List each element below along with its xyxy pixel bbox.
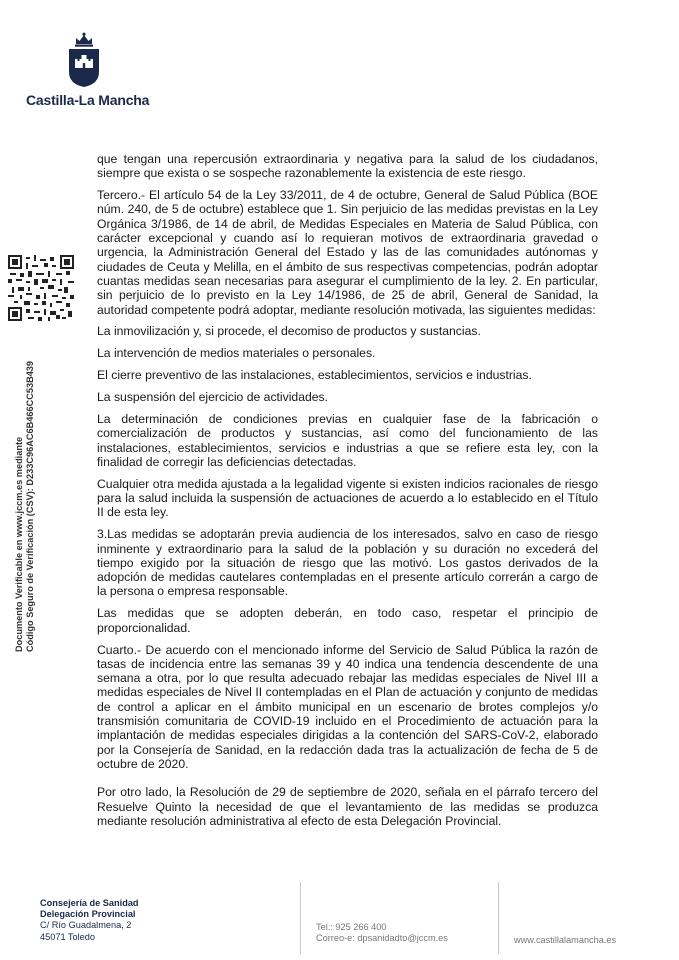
paragraph: Tercero.- El artículo 54 de la Ley 33/2011, de 4 de octubre, General de Salud Pública (BOE núm. 240, de 5 de octubre) establece que 1. Sin perjuicio de las medidas previstas en la Ley Orgánica 3/1986, de 14 de abril, de Medidas Especiales en Materia de Salud Pública, con carácter excepcional y cuando así lo requieran motivos de extraordinaria gravedad o urgencia, la Administración General del Estado y las de las comunidades autónomas y ciudades de Ceuta y Melilla, en el ámbito de sus respectivas competencias, podrán adoptar cuantas medidas sean necesarias para asegurar el cumplimiento de la ley. 2. En particular, sin perjuicio de lo previsto en la Ley 14/1986, de 25 de abril, General de Sanidad, la autoridad competente podrá adoptar, mediante resolución motivada, las siguientes medidas: [97, 188, 598, 317]
paragraph: Por otro lado, la Resolución de 29 de septiembre de 2020, señala en el párrafo tercero del Resuelve Quinto la necesidad de que el levantamiento de las medidas se produzca mediante resolución administrativa al efecto de esta Delegación Provincial. [97, 785, 598, 828]
footer-phone: Tel.: 925 266 400 [316, 922, 387, 932]
footer-office: Delegación Provincial [40, 909, 136, 920]
footer-divider [498, 882, 499, 954]
verification-note [14, 332, 35, 652]
footer-department: Consejería de Sanidad [40, 898, 139, 908]
footer-email-link[interactable]: Correo-e: dpsanidadto@jccm.es [316, 933, 448, 944]
header-logo [26, 32, 150, 108]
paragraph: que tengan una repercusión extraordinaria y negativa para la salud de los ciudadanos, siempre que exista o se sospeche razonablemente la existencia de este riesgo. [97, 152, 598, 181]
paragraph: La suspensión del ejercicio de actividades. [97, 390, 329, 405]
brand-name: Castilla-La Mancha [26, 92, 150, 108]
verification-line-2: Código Seguro de Verificación (CSV): D233C96AC6B466CC53B439 [25, 360, 35, 652]
page-footer [0, 878, 679, 960]
verification-line-1: Documento Verificable en www.jccm.es mediante [14, 436, 24, 652]
paragraph: Cualquier otra medida ajustada a la legalidad vigente si existen indicios racionales de riesgo para la salud incluida la suspensión de actuaciones de acuerdo a lo establecido en el Título II de esta ley. [97, 476, 598, 520]
crowned-castle-shield-icon [67, 32, 101, 88]
paragraph: Cuarto.- De acuerdo con el mencionado informe del Servicio de Salud Pública la razón de tasas de incidencia entre las semanas 39 y 40 indica una tendencia descendente de una semana a otra, por lo que resulta adecuado rebajar las medidas especiales de Nivel III a medidas especiales de Nivel II contempladas en el Plan de actuación y conjunto de medidas de control a aplicar en el ámbito municipal en un escenario de brotes complejos y/o transmisión comunitaria de COVID-19 incluido en el Procedimiento de actuación para la implantación de medidas especiales dirigidas a la contención del SARS-CoV-2, elaborado por la Consejería de Sanidad, en la redacción dada tras la actualización de fecha de 5 de octubre de 2020. [97, 642, 598, 771]
paragraph: La determinación de condiciones previas en cualquier fase de la fabricación o comercialización de productos y sustancias, así como del funcionamiento de las instalaciones, establecimientos, servicios e industrias a que se refiere esta ley, con la finalidad de corregir las deficiencias detectadas. [97, 412, 598, 469]
footer-street: C/ Río Guadalmena, 2 [40, 920, 132, 931]
paragraph: La inmovilización y, si procede, el decomiso de productos y sustancias. [97, 324, 481, 339]
qr-code-icon [8, 255, 74, 321]
document-body [97, 152, 598, 836]
footer-address [40, 898, 139, 943]
footer-contact [316, 922, 448, 944]
footer-city: 45071 Toledo [40, 931, 96, 942]
paragraph: 3.Las medidas se adoptarán previa audiencia de los interesados, salvo en caso de riesgo inminente y extraordinario para la salud de la población y su duración no excederá del tiempo exigido por la situación de riesgo que las motivó. Los gastos derivados de la adopción de medidas cautelares contempladas en el presente artículo correrán a cargo de la persona o empresa responsable. [97, 527, 598, 599]
paragraph: La intervención de medios materiales o personales. [97, 346, 376, 361]
footer-divider [300, 882, 301, 954]
paragraph: Las medidas que se adopten deberán, en todo caso, respetar el principio de proporcionalidad. [97, 606, 598, 635]
paragraph: El cierre preventivo de las instalaciones, establecimientos, servicios e industrias. [97, 368, 532, 383]
footer-website-link[interactable]: www.castillalamancha.es [514, 935, 617, 945]
